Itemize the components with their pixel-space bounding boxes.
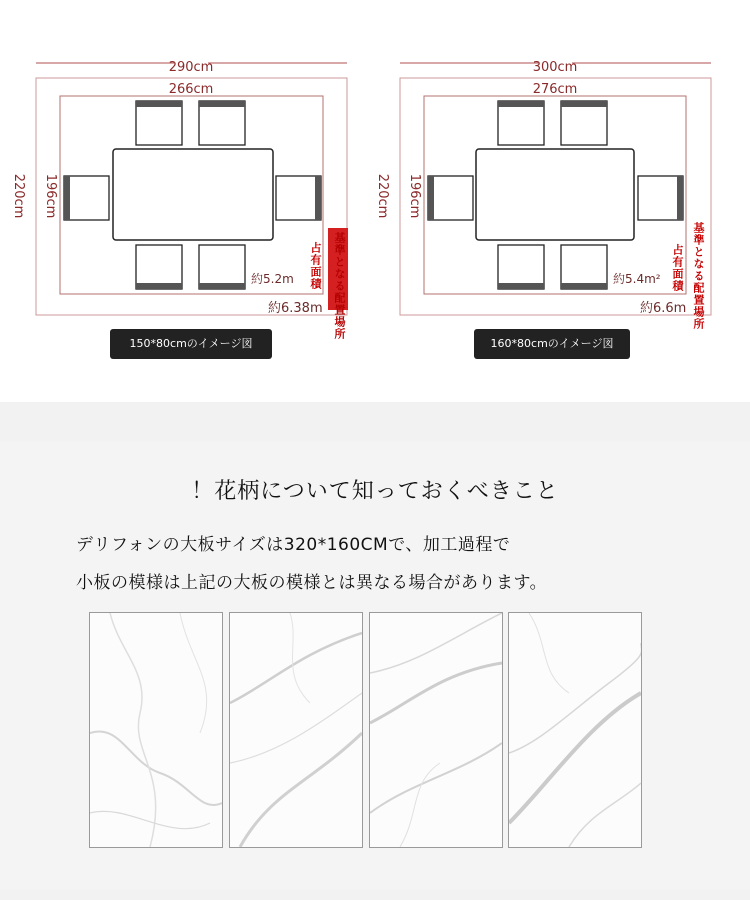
dining-table xyxy=(113,149,273,240)
notice-line-2: 小板の模様は上記の大板の模様とは異なる場合があります。 xyxy=(76,573,548,593)
layout-diagram-right xyxy=(375,60,711,316)
diagram-caption: 160*80cmのイメージ図 xyxy=(474,329,630,359)
occupied-area-label: 占有面積 xyxy=(309,242,322,290)
chair xyxy=(136,245,182,289)
marble-slab-image xyxy=(369,612,503,848)
diagram-caption: 150*80cmのイメージ図 xyxy=(110,329,272,359)
base-area-value: 約6.6m xyxy=(640,301,687,316)
base-area-value: 約6.38m xyxy=(268,301,323,316)
base-placement-label: 基準となる配置場所 xyxy=(692,222,705,330)
chair xyxy=(638,176,683,220)
inner-width-label: 276cm xyxy=(532,82,578,97)
chair xyxy=(64,176,109,220)
chair xyxy=(136,101,182,145)
chair xyxy=(428,176,473,220)
occupied-area-value: 約5.2m xyxy=(251,272,294,286)
occupied-area-label: 占有面積 xyxy=(671,244,684,292)
inner-width-label: 266cm xyxy=(168,82,214,97)
notice-line-1: デリフォンの大板サイズは320*160CMで、加工過程で xyxy=(76,535,511,555)
chair xyxy=(561,101,607,145)
base-placement-label: 基準となる配置場所 xyxy=(333,232,346,340)
outer-height-label: 220cm xyxy=(11,173,26,219)
chair xyxy=(561,245,607,289)
inner-height-label: 196cm xyxy=(43,173,58,219)
marble-slab-image xyxy=(89,612,223,848)
chair xyxy=(276,176,321,220)
inner-height-label: 196cm xyxy=(407,173,422,219)
outer-height-label: 220cm xyxy=(375,173,390,219)
occupied-area-value: 約5.4m² xyxy=(613,272,661,286)
dining-table xyxy=(476,149,634,240)
outer-width-label: 300cm xyxy=(532,60,578,75)
chair xyxy=(199,245,245,289)
chair xyxy=(498,245,544,289)
chair xyxy=(199,101,245,145)
layout-diagram-left xyxy=(11,60,348,316)
chair xyxy=(498,101,544,145)
outer-width-label: 290cm xyxy=(168,60,214,75)
notice-title: ！花柄について知っておくべきこと xyxy=(191,479,559,504)
marble-slab-image xyxy=(229,612,363,848)
marble-slab-image xyxy=(508,612,642,848)
